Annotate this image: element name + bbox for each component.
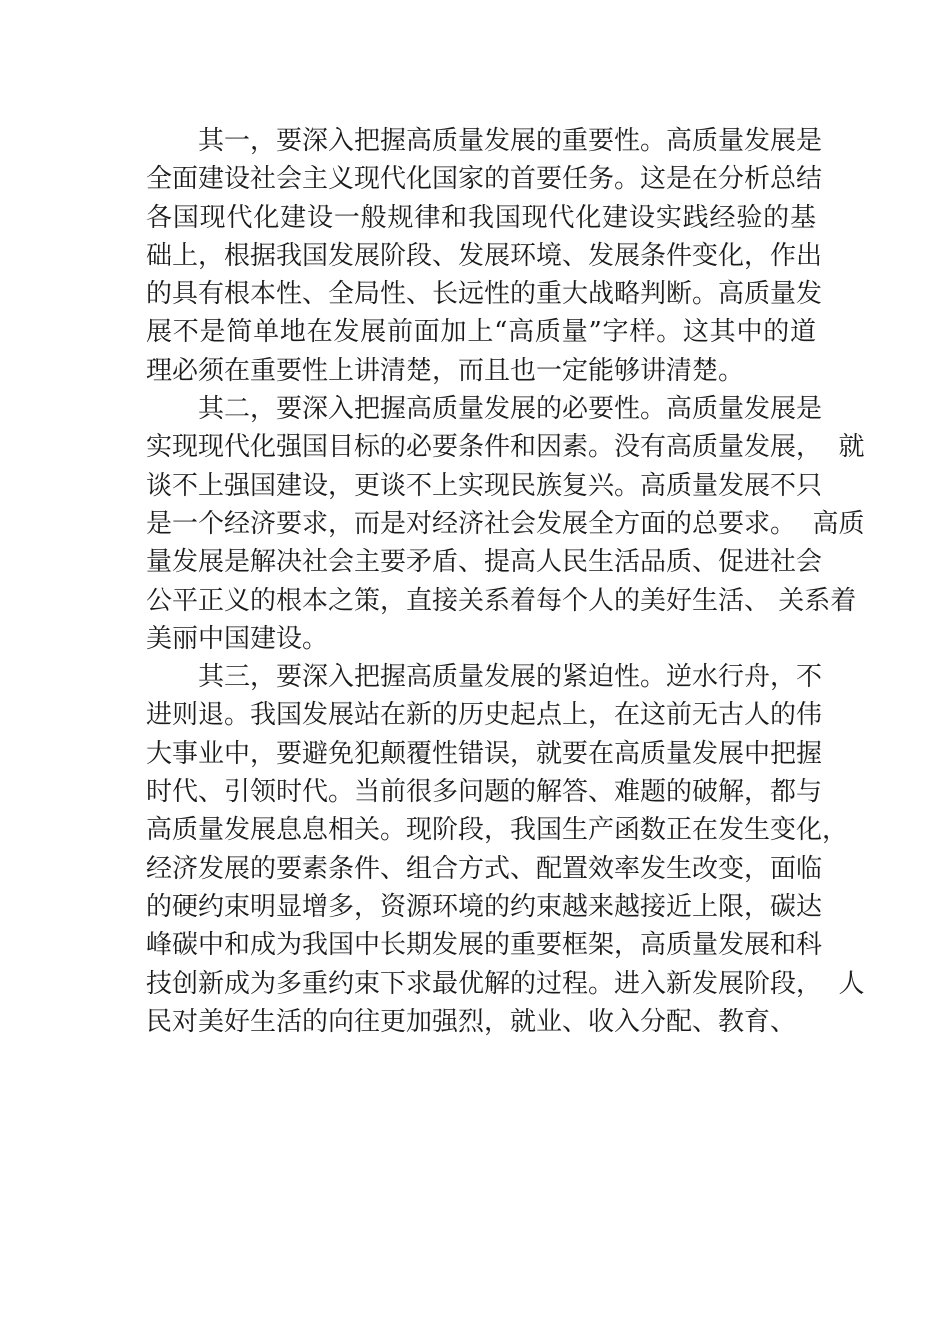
paragraph-line: 全面建设社会主义现代化国家的首要任务。这是在分析总结 (146, 164, 823, 195)
paragraph-line: 其一，要深入把握高质量发展的重要性。高质量发展是 (198, 126, 823, 156)
paragraph-line: 进则退。我国发展站在新的历史起点上，在这前无古人的伟 (146, 700, 823, 731)
paragraph-line: 理必须在重要性上讲清楚，而且也一定能够讲清楚。 (146, 355, 745, 386)
paragraph-line: 谈不上强国建设，更谈不上实现民族复兴。高质量发展不只 (146, 470, 823, 501)
paragraph-line: 公平正义的根本之策，直接关系着每个人的美好生活、 关系着 (146, 585, 857, 616)
paragraph-line: 础上，根据我国发展阶段、发展环境、发展条件变化，作出 (146, 240, 823, 271)
paragraph-line: 技创新成为多重约束下求最优解的过程。进入新发展阶段， 人 (146, 968, 865, 999)
paragraph-line: 的硬约束明显增多，资源环境的约束越来越接近上限，碳达 (146, 891, 823, 922)
paragraph-line: 的具有根本性、全局性、长远性的重大战略判断。高质量发 (146, 279, 823, 310)
paragraph-line: 民对美好生活的向往更加强烈，就业、收入分配、教育、 (146, 1006, 797, 1037)
paragraph-1 (146, 122, 823, 390)
paragraph-line: 是一个经济要求，而是对经济社会发展全方面的总要求。 高质 (146, 508, 865, 539)
paragraph-3 (146, 658, 865, 1041)
paragraph-line: 展不是简单地在发展前面加上“高质量”字样。这其中的道 (146, 317, 816, 348)
paragraph-line: 各国现代化建设一般规律和我国现代化建设实践经验的基 (146, 202, 816, 233)
paragraph-line: 时代、引领时代。当前很多问题的解答、难题的破解，都与 (146, 777, 823, 808)
paragraph-line: 实现现代化强国目标的必要条件和因素。没有高质量发展， 就 (146, 432, 865, 463)
paragraph-line: 其三，要深入把握高质量发展的紧迫性。逆水行舟，不 (198, 662, 823, 693)
paragraph-line: 高质量发展息息相关。现阶段，我国生产函数正在发生变化， (146, 815, 849, 846)
paragraph-line: 峰碳中和成为我国中长期发展的重要框架，高质量发展和科 (146, 930, 823, 961)
paragraph-2 (146, 390, 865, 658)
paragraph-line: 美丽中国建设。 (146, 623, 329, 654)
paragraph-line: 大事业中，要避免犯颠覆性错误，就要在高质量发展中把握 (146, 738, 823, 769)
paragraph-line: 量发展是解决社会主要矛盾、提高人民生活品质、促进社会 (146, 547, 823, 578)
paragraph-line: 经济发展的要素条件、组合方式、配置效率发生改变，面临 (146, 853, 823, 884)
document-body (146, 122, 865, 1041)
paragraph-line: 其二，要深入把握高质量发展的必要性。高质量发展是 (198, 394, 823, 425)
